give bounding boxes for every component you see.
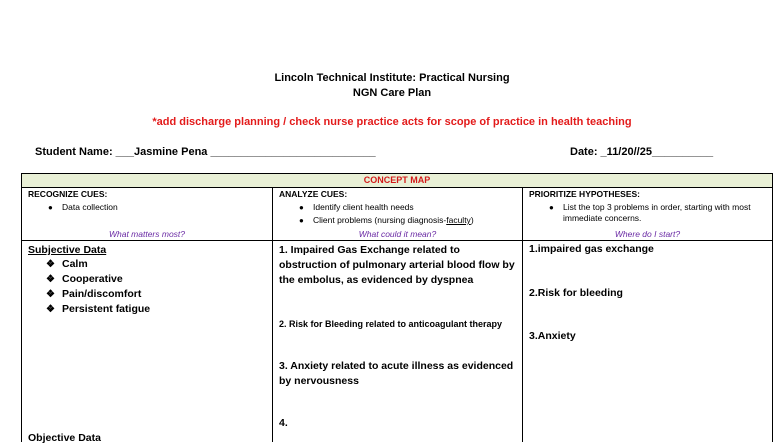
- bullet-text: Identify client health needs: [313, 202, 414, 212]
- subjective-item: Pain/discomfort: [62, 288, 142, 300]
- diagnosis-3: 3. Anxiety related to acute illness as evidenced by nervousness: [279, 360, 514, 387]
- analyze-cues-header: ANALYZE CUES:: [279, 189, 348, 199]
- bullet-text: Client problems (nursing diagnosis-: [313, 215, 447, 225]
- subjective-item: Cooperative: [62, 273, 123, 285]
- diagnosis-2: 2. Risk for Bleeding related to anticoagulant therapy: [279, 319, 503, 329]
- list-item: [46, 303, 150, 315]
- list-item: [46, 258, 88, 270]
- student-name-line: Student Name: ___Jasmine Pena ___________________________: [35, 146, 376, 158]
- diagnoses-column: [273, 174, 522, 442]
- concept-map-header: CONCEPT MAP: [22, 174, 772, 188]
- diamond-bullet-icon: ❖: [46, 289, 55, 300]
- subjective-item: Calm: [62, 258, 88, 270]
- bullet-icon: ●: [299, 216, 304, 225]
- institution-title: Lincoln Technical Institute: Practical Nursing: [274, 72, 510, 84]
- diagnosis-1: 1. Impaired Gas Exchange related to obstruction of pulmonary arterial blood flow by the embolus, as evidenced by dyspnea: [279, 244, 515, 286]
- bullet-text: Data collection: [62, 202, 118, 212]
- bullet-text-end: ): [470, 215, 474, 225]
- prioritize-hypotheses-header: PRIORITIZE HYPOTHESES:: [529, 189, 640, 199]
- bullet-icon: ●: [48, 203, 53, 212]
- subjective-item: Persistent fatigue: [62, 303, 151, 315]
- priorities-column: [523, 174, 772, 442]
- plan-title: NGN Care Plan: [352, 87, 432, 99]
- date-line: Date: _11/20//25__________: [570, 146, 714, 158]
- instruction-note: *add discharge planning / check nurse practice acts for scope of practice in health teaching: [152, 116, 632, 128]
- objective-data-title: Objective Data: [28, 432, 101, 444]
- priority-3: 3.Anxiety: [529, 330, 576, 342]
- concept-map-table: [21, 173, 773, 442]
- diamond-bullet-icon: ❖: [46, 259, 55, 270]
- bullet-icon: ●: [549, 203, 554, 212]
- diagnosis-4: 4.: [279, 417, 288, 429]
- diamond-bullet-icon: ❖: [46, 274, 55, 285]
- list-item: [46, 273, 123, 285]
- guiding-question: What could it mean?: [358, 229, 437, 239]
- list-item: [46, 288, 141, 300]
- guiding-question: What matters most?: [108, 229, 186, 239]
- list-item: [22, 202, 272, 213]
- guiding-question: Where do I start?: [614, 229, 681, 239]
- bullet-text: List the top 3 problems in order, starting with most immediate concerns.: [563, 202, 751, 223]
- priority-2: 2.Risk for bleeding: [529, 287, 623, 299]
- subjective-data-title: Subjective Data: [28, 244, 107, 256]
- recognize-cues-cell: [22, 188, 272, 240]
- priority-1: 1.impaired gas exchange: [529, 243, 654, 255]
- recognize-cues-header: RECOGNIZE CUES:: [28, 189, 108, 199]
- bullet-icon: ●: [299, 203, 304, 212]
- diamond-bullet-icon: ❖: [46, 304, 55, 315]
- faculty-link-text: faculty: [446, 215, 471, 225]
